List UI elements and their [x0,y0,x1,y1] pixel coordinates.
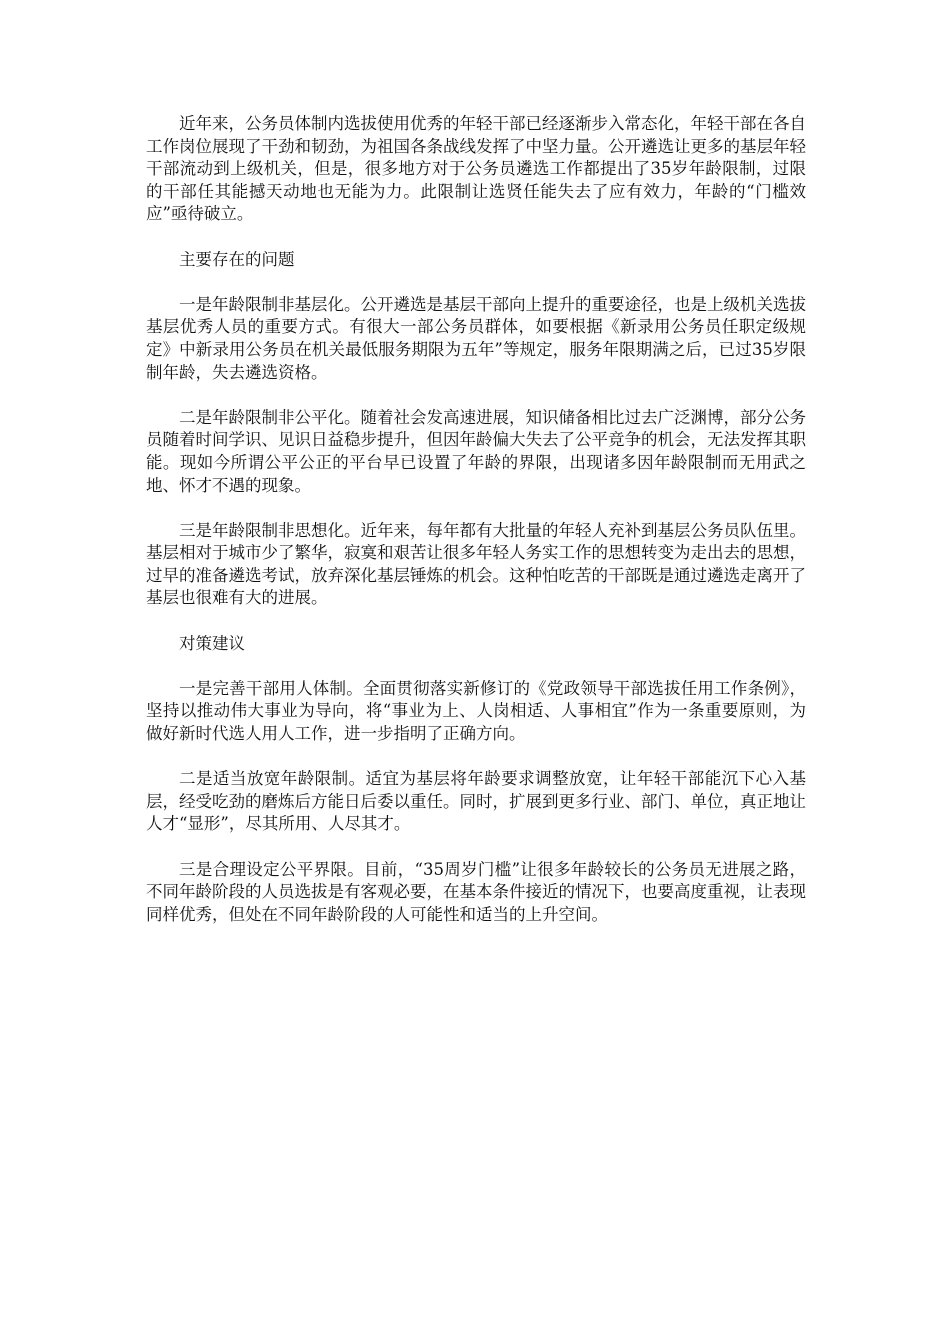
section-heading-suggestions: 对策建议 [179,633,245,653]
suggestion-paragraph-2: 二是适当放宽年龄限制。适宜为基层将年龄要求调整放宽，让年轻干部能沉下心入基层，经受吃劲的磨炼后方能日后委以重任。同时，扩展到更多行业、部门、单位，真正地让人才“显形”，尽其所用、人尽其才。 [146,769,806,834]
intro-paragraph: 近年来，公务员体制内选拔使用优秀的年轻干部已经逐渐步入常态化，年轻干部在各自工作岗位展现了干劲和韧劲，为祖国各条战线发挥了中坚力量。公开遴选让更多的基层年轻干部流动到上级机关，但是，很多地方对于公务员遴选工作都提出了35岁年龄限制，过限的干部任其能撼天动地也无能为力。此限制让选贤任能失去了应有效力，年龄的“门槛效应”亟待破立。 [146,114,806,224]
suggestion-paragraph-1: 一是完善干部用人体制。全面贯彻落实新修订的《党政领导干部选拔任用工作条例》，坚持以推动伟大事业为导向，将“事业为上、人岗相适、人事相宜”作为一条重要原则，为做好新时代选人用人工作，进一步指明了正确方向。 [146,678,806,744]
suggestion-paragraph-3: 三是合理设定公平界限。目前，“35周岁门槛”让很多年龄较长的公务员无进展之路，不同年龄阶段的人员选拔是有客观必要，在基本条件接近的情况下，也要高度重视，让表现同样优秀，但处在不同年龄阶段的人可能性和适当的上升空间。 [146,859,806,924]
section-heading-problems: 主要存在的问题 [179,249,295,269]
problem-paragraph-1: 一是年龄限制非基层化。公开遴选是基层干部向上提升的重要途径，也是上级机关选拔基层优秀人员的重要方式。有很大一部公务员群体，如要根据《新录用公务员任职定级规定》中新录用公务员在机关最低服务期限为五年”等规定，服务年限期满之后，已过35岁限制年龄，失去遴选资格。 [146,294,806,382]
problem-paragraph-3: 三是年龄限制非思想化。近年来，每年都有大批量的年轻人充补到基层公务员队伍里。基层相对于城市少了繁华，寂寞和艰苦让很多年轻人务实工作的思想转变为走出去的思想，过早的准备遴选考试，放弃深化基层锤炼的机会。这种怕吃苦的干部既是通过遴选走离开了基层也很难有大的进展。 [146,520,806,608]
document-body [146,113,806,949]
problem-paragraph-2: 二是年龄限制非公平化。随着社会发高速进展，知识储备相比过去广泛渊博，部分公务员随着时间学识、见识日益稳步提升，但因年龄偏大失去了公平竞争的机会，无法发挥其职能。现如今所谓公平公正的平台早已设置了年龄的界限，出现诸多因年龄限制而无用武之地、怀才不遇的现象。 [146,407,806,495]
